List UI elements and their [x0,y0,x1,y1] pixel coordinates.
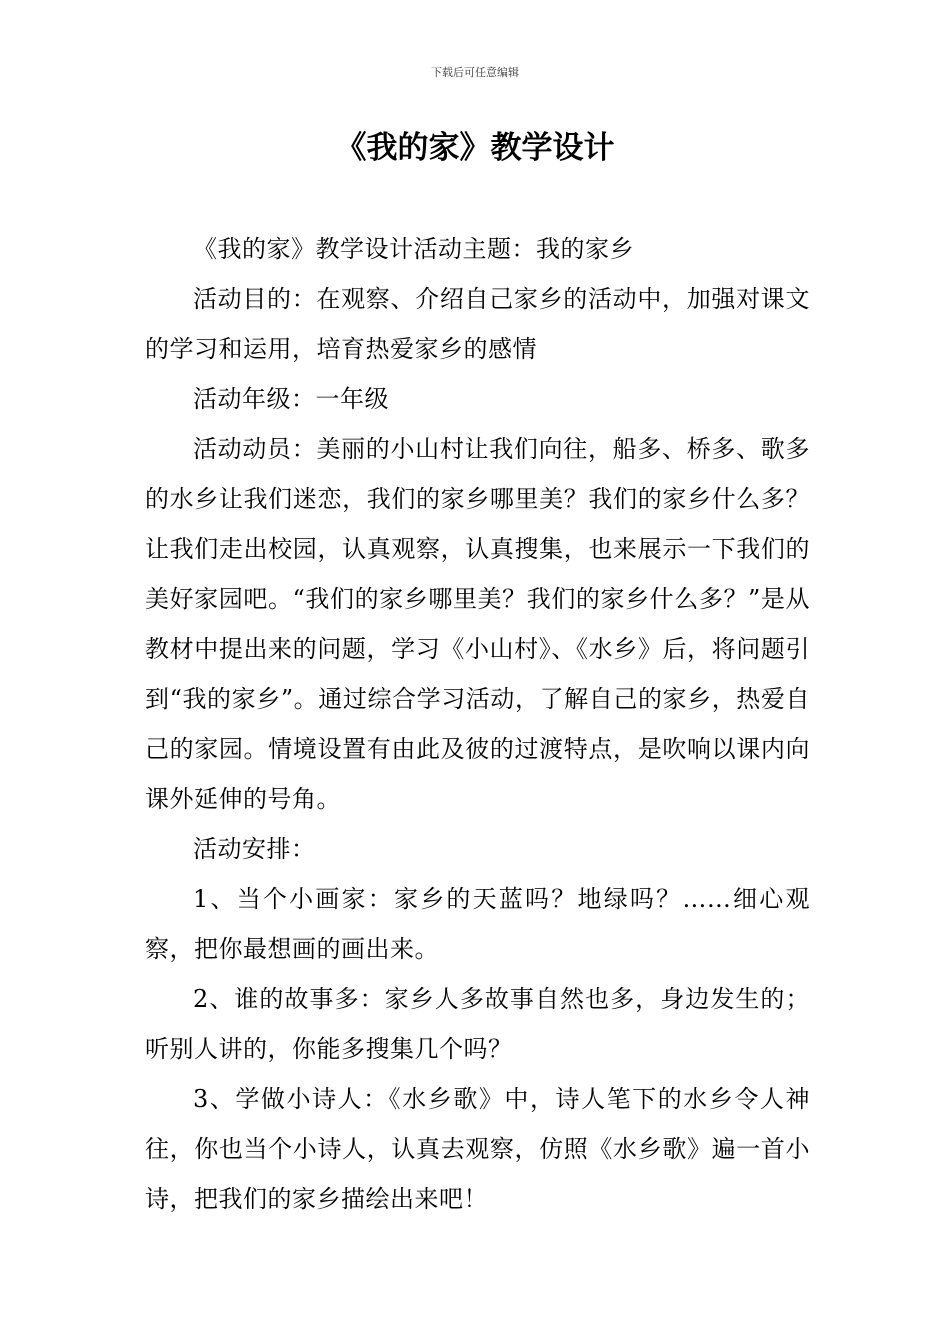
paragraph-purpose: 活动目的：在观察、介绍自己家乡的活动中，加强对课文的学习和运用，培育热爱家乡的感情 [145,285,810,363]
paragraph-mobilization: 活动动员：美丽的小山村让我们向往，船多、桥多、歌多的水乡让我们迷恋，我们的家乡哪里美？我们的家乡什么多？让我们走出校园，认真观察，认真搜集，也来展示一下我们的美好家园吧。“我们的家乡哪里美？我们的家乡什么多？”是从教材中提出来的问题，学习《小山村》、《水乡》后，将问题引到“我的家乡”。通过综合学习活动，了解自己的家乡，热爱自己的家园。情境设置有由此及彼的过渡特点，是吹响以课内向课外延伸的号角。 [145,435,810,813]
paragraph-grade: 活动年级：一年级 [193,385,389,413]
document-body [145,224,810,1224]
paragraph-arrangement-2: 2、谁的故事多：家乡人多故事自然也多，身边发生的；听别人讲的，你能多搜集几个吗？ [145,985,810,1063]
document-title: 《我的家》教学设计 [335,130,615,166]
header-note: 下载后可任意编辑 [431,66,519,79]
paragraph-arrangement-heading: 活动安排： [193,835,316,863]
paragraph-arrangement-3: 3、学做小诗人：《水乡歌》中，诗人笔下的水乡令人神往，你也当个小诗人，认真去观察，仿照《水乡歌》遍一首小诗，把我们的家乡描绘出来吧！ [145,1085,810,1213]
paragraph-theme: 《我的家》教学设计活动主题：我的家乡 [193,235,634,263]
paragraph-arrangement-1: 1、当个小画家：家乡的天蓝吗？地绿吗？……细心观察，把你最想画的画出来。 [145,885,810,963]
